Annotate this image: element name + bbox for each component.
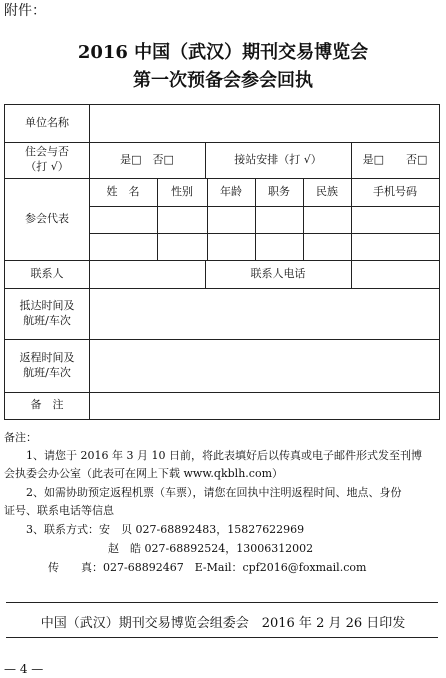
contact-phone-label: 联系人电话 <box>250 266 306 280</box>
remarks-label: 备 注 <box>30 398 64 412</box>
unit-name-field[interactable] <box>91 105 439 142</box>
attachment-label: 附件： <box>4 3 46 19</box>
page-number: — 4 — <box>4 662 44 676</box>
note-1-line-1: 1、请您于 2016 年 3 月 10 日前，将此表填好后以传真或电子邮件形式发至刊博 <box>26 449 422 462</box>
delegates-label: 参会代表 <box>25 211 69 225</box>
column-header-ethnicity: 民族 <box>316 184 338 198</box>
document-subtitle: 第一次预备会参会回执 <box>133 70 313 91</box>
note-1-line-2: 会执委会办公室（此表可在网上下载 www.qkblh.com） <box>4 467 283 480</box>
note-3-contact-1: 3、联系方式：安 贝 027-68892483，15827622969 <box>26 523 305 536</box>
footer-top-rule <box>6 602 438 603</box>
unit-name-label: 单位名称 <box>25 116 69 130</box>
stay-label: 住会与否 （打 √） <box>25 145 69 173</box>
contact-label: 联系人 <box>30 266 64 280</box>
registration-form-table <box>4 104 440 420</box>
note-3-fax-email: 传 真：027-68892467 E-Mail：cpf2016@foxmail.com <box>48 561 367 574</box>
pickup-yes-no-checkboxes[interactable]: 是□ 否□ <box>362 152 428 166</box>
note-2-line-2: 证号、联系电话等信息 <box>4 504 114 517</box>
footer-bottom-rule <box>6 637 438 638</box>
pickup-label: 接站安排（打 √） <box>234 152 322 166</box>
footer-issuer: 中国（武汉）期刊交易博览会组委会 2016 年 2 月 26 日印发 <box>40 616 406 631</box>
column-header-position: 职务 <box>268 184 290 198</box>
column-header-mobile: 手机号码 <box>373 184 417 198</box>
return-label: 返程时间及 航班/车次 <box>19 350 75 379</box>
note-3-contact-2: 赵 皓 027-68892524，13006312002 <box>108 542 314 555</box>
arrival-label: 抵达时间及 航班/车次 <box>19 298 75 327</box>
notes-heading: 备注： <box>4 431 37 444</box>
note-2-line-1: 2、如需协助预定返程机票（车票），请您在回执中注明返程时间、地点、身份 <box>26 486 402 499</box>
column-header-age: 年龄 <box>220 184 242 198</box>
column-header-name: 姓 名 <box>106 184 140 198</box>
column-header-gender: 性别 <box>171 184 193 198</box>
stay-yes-no-checkboxes[interactable]: 是□ 否□ <box>120 152 174 166</box>
document-title: 2016 中国（武汉）期刊交易博览会 <box>77 42 369 63</box>
